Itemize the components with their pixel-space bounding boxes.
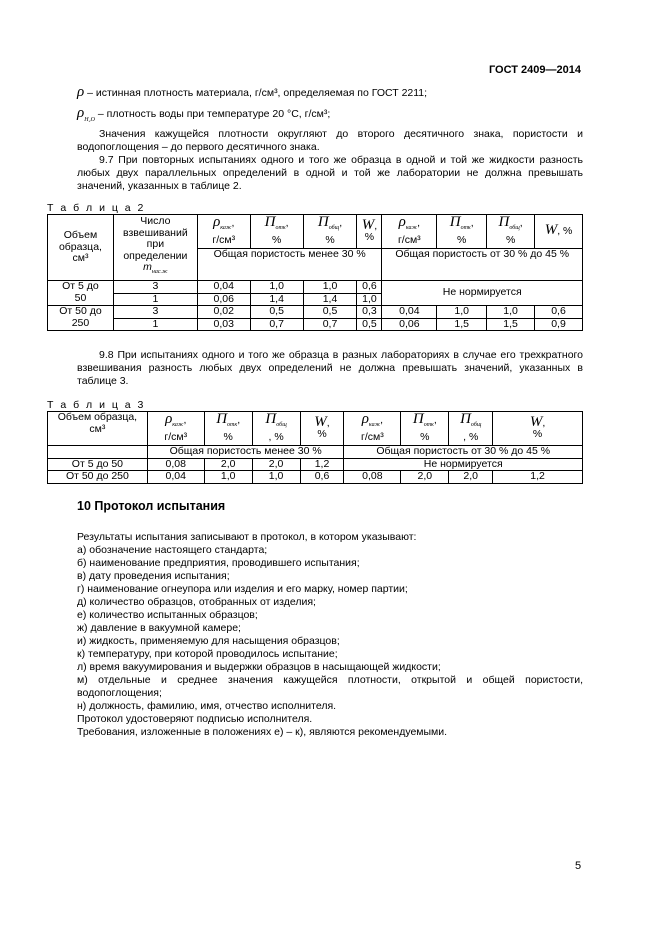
table2-header-ptotal2: $П_{общ}$, % [487, 215, 535, 249]
table2-cell: 0,06 [197, 293, 250, 306]
table2-cell: 1,5 [437, 318, 487, 331]
table2-not-normalized: Не нормируется [382, 281, 583, 306]
table3-unit: % [317, 428, 327, 440]
list-item-m: м) отдельные и среднее значения кажущейся плотности, открытой и общей пористости, водопоглощения; [77, 674, 583, 699]
list-item: к) температуру, при которой проводилось испытание; [77, 648, 338, 660]
section-10-heading: 10 Протокол испытания [77, 499, 226, 513]
table2-row-label: 50 [48, 293, 114, 306]
clause-9-7: 9.7 При повторных испытаниях одного и того же образца в одной и той же жидкости разность любых двух параллельных определений в одной и той же лаборатории не должна превышать значений, указанных в таблице 2. [77, 154, 583, 192]
table2-header-popen1: $П_{отк}$, % [250, 215, 303, 249]
rho-definition-text: – истинная плотность материала, г/см³, определяемая по ГОСТ 2211; [87, 87, 428, 99]
list-item-n: н) должность, фамилию, имя, отчество исполнителя. [77, 700, 337, 712]
table3-cell: 1,0 [252, 471, 300, 484]
table3-unit: г/см³ [361, 430, 384, 443]
table2-header-count-symbol: m [143, 261, 152, 274]
table2-unit: % [563, 225, 573, 238]
table2-cell: 3 [113, 306, 197, 319]
table2-unit: % [271, 233, 282, 246]
rho-water-definition [77, 107, 583, 127]
table2-cell: 3 [113, 281, 197, 294]
table2-cell: 0,6 [357, 281, 382, 294]
table3-cell: 2,0 [449, 471, 493, 484]
list-item: б) наименование предприятия, проводившего испытания; [77, 557, 360, 569]
list-item: л) время вакуумирования и выдержки образцов в насыщающей жидкости; [77, 661, 441, 673]
rho-symbol: ρ [77, 84, 85, 100]
table2-group-high: Общая пористость от 30 % до 45 % [382, 249, 583, 281]
table3-not-normalized: Не нормируется [344, 458, 583, 471]
table2-row-label: 250 [48, 318, 114, 331]
table-2 [47, 214, 583, 331]
table3-cell: 0,08 [344, 471, 401, 484]
table3-header-ptotal1: $П_{общ}$ , % [252, 412, 300, 446]
table3-header-popen1: $П_{отк}$, % [204, 412, 252, 446]
table3-cell: 0,08 [147, 458, 204, 471]
table2-cell: 1,0 [250, 281, 303, 294]
table2-cell: 1 [113, 318, 197, 331]
table3-row-label: От 50 до 250 [48, 471, 148, 484]
table3-header-rho1: $\rho_{каж}$, г/см³ [147, 412, 204, 446]
protocol-list [77, 531, 583, 739]
rounding-paragraph: Значения кажущейся плотности округляют до второго десятичного знака, пористости и водопоглощения – до первого десятичного знака. [77, 128, 583, 153]
list-item: г) наименование огнеупора или изделия и его марку, номер партии; [77, 583, 408, 595]
table2-cell: 0,5 [303, 306, 357, 319]
table3-cell: 2,0 [204, 458, 252, 471]
table2-header-count [113, 215, 197, 281]
protocol-intro: Результаты испытания записывают в протокол, в котором указывают: [77, 531, 417, 543]
table2-header-popen2: $П_{отк}$, % [437, 215, 487, 249]
table3-title: Т а б л и ц а 3 [47, 399, 146, 411]
table2-row-label: От 50 до [48, 306, 114, 319]
table2-header-volume: Объем образца, см³ [48, 215, 114, 281]
rho-water-definition-text: – плотность воды при температуре 20 °С, г/см³; [97, 108, 331, 120]
table2-unit: % [364, 231, 375, 243]
table-3 [47, 411, 583, 484]
table2-cell: 0,7 [250, 318, 303, 331]
rho-water-symbol: $\rho_{H_2O}$ [77, 105, 95, 123]
list-item: д) количество образцов, отобранных от изделия; [77, 596, 316, 608]
table2-cell: 0,5 [357, 318, 382, 331]
table2-header-count-text: Число взвешиваний при определении [123, 215, 188, 262]
clause-9-8: 9.8 При испытаниях одного и того же образца в разных лабораториях в случае его трехкратного взвешивания разность любых двух определений не должна превышать значений, указанных в таблице 3. [77, 349, 583, 387]
table3-cell: 1,2 [493, 471, 583, 484]
table3-cell: 2,0 [401, 471, 449, 484]
table2-cell: 0,02 [197, 306, 250, 319]
table2-header-count-sub: нас.ж [151, 269, 168, 276]
table2-unit: г/см³ [397, 233, 421, 246]
table2-unit: % [457, 233, 467, 246]
table2-cell: 1,0 [487, 306, 535, 319]
list-item: ж) давление в вакуумной камере; [77, 622, 241, 634]
table2-cell: 0,7 [303, 318, 357, 331]
table3-header-popen2: $П_{отк}$, % [401, 412, 449, 446]
table2-cell: 1,0 [357, 293, 382, 306]
table2-unit: % [325, 233, 335, 246]
table3-cell: 0,04 [147, 471, 204, 484]
table3-header-rho2: $\rho_{каж}$, г/см³ [344, 412, 401, 446]
table2-unit: % [505, 233, 516, 246]
table2-cell: 0,9 [535, 318, 583, 331]
table2-unit: г/см³ [212, 233, 236, 246]
table2-cell: 0,06 [382, 318, 437, 331]
table3-unit: % [223, 430, 233, 443]
table2-cell: 1,5 [487, 318, 535, 331]
table2-header-w1: W, % [357, 215, 382, 249]
page-number: 5 [575, 860, 582, 872]
protocol-recommend: Требования, изложенные в положениях е) – к), являются рекомендуемыми. [77, 726, 448, 738]
list-item: в) дату проведения испытания; [77, 570, 230, 582]
table3-header-w2: W, % [493, 412, 583, 446]
table3-group-low: Общая пористость менее 30 % [147, 446, 344, 459]
table3-header-ptotal2: $П_{общ}$ , % [449, 412, 493, 446]
table3-unit: % [420, 430, 430, 443]
table3-header-volume: Объем образца, см³ [48, 412, 148, 446]
rho-definition [77, 86, 583, 100]
table2-row-label: От 5 до [48, 281, 114, 294]
table2-header-rho2: $\rho_{каж}$, г/см³ [382, 215, 437, 249]
table2-cell: 1,4 [303, 293, 357, 306]
table2-cell: 0,03 [197, 318, 250, 331]
table2-cell: 0,6 [535, 306, 583, 319]
table3-unit: , % [463, 430, 479, 443]
table3-group-high: Общая пористость от 30 % до 45 % [344, 446, 583, 459]
table2-cell: 0,04 [382, 306, 437, 319]
table3-row-label: От 5 до 50 [48, 458, 148, 471]
list-item: и) жидкость, применяемую для насыщения образцов; [77, 635, 340, 647]
table3-unit: , % [268, 430, 284, 443]
page-header: ГОСТ 2409—2014 [488, 64, 581, 76]
table2-cell: 0,5 [250, 306, 303, 319]
table2-group-low: Общая пористость менее 30 % [197, 249, 382, 281]
table2-cell: 1 [113, 293, 197, 306]
list-item: е) количество испытанных образцов; [77, 609, 258, 621]
table2-header-w2: W, % [535, 215, 583, 249]
table3-cell: 1,2 [300, 458, 344, 471]
table3-cell: 0,6 [300, 471, 344, 484]
table3-unit: г/см³ [164, 430, 188, 443]
table2-cell: 1,0 [303, 281, 357, 294]
table2-cell: 1,0 [437, 306, 487, 319]
table2-header-ptotal1: $П_{общ}$, % [303, 215, 357, 249]
list-item: а) обозначение настоящего стандарта; [77, 544, 268, 556]
table3-header-w1: W, % [300, 412, 344, 446]
table2-header-rho1: $\rho_{каж}$, г/см³ [197, 215, 250, 249]
table3-cell: 2,0 [252, 458, 300, 471]
table2-cell: 0,04 [197, 281, 250, 294]
table2-title: Т а б л и ц а 2 [47, 202, 146, 214]
table3-cell: 1,0 [204, 471, 252, 484]
table3-unit: % [532, 428, 543, 440]
table2-cell: 1,4 [250, 293, 303, 306]
table2-cell: 0,3 [357, 306, 382, 319]
protocol-signed: Протокол удостоверяют подписью исполнителя. [77, 713, 313, 725]
